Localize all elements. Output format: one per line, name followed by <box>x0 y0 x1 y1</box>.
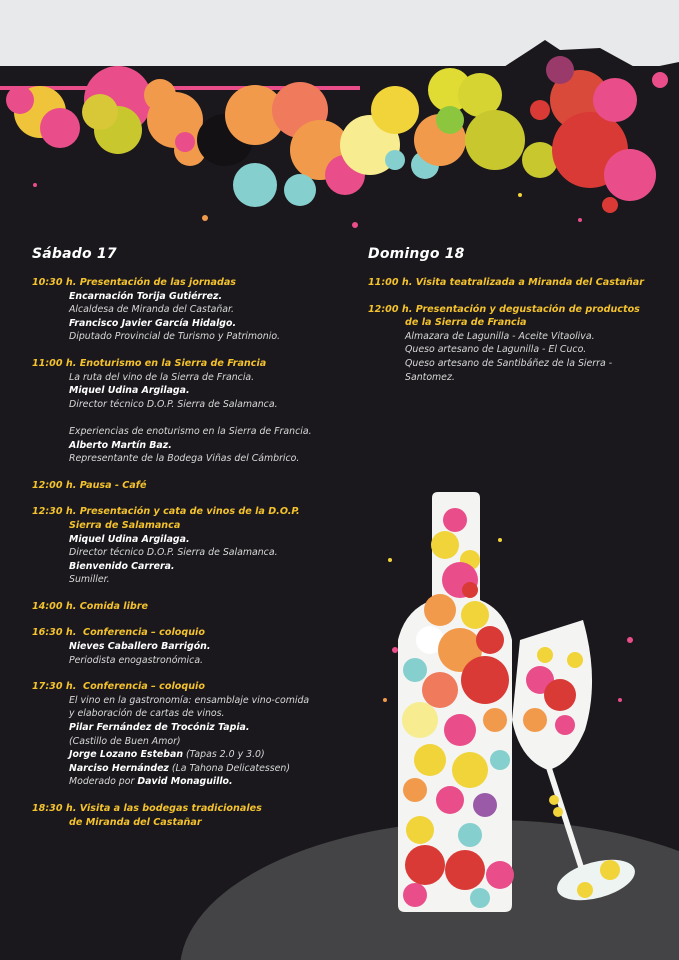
speaker-affiliation: (Tapas 2.0 y 3.0) <box>183 749 265 761</box>
talk-title: La ruta del vino de la Sierra de Francia. <box>69 371 255 383</box>
event-1630 <box>32 626 352 667</box>
sunday-schedule <box>368 246 668 397</box>
speaker-name: Francisco Javier García Hidalgo. <box>69 317 237 329</box>
speaker-name: Jorge Lozano Esteban <box>69 749 183 761</box>
event-heading <box>32 479 352 493</box>
speaker-role: Director técnico D.O.P. Sierra de Salamanca. <box>69 547 278 559</box>
wine-bottle-and-glass-illustration <box>370 490 679 920</box>
event-1100 <box>32 357 352 466</box>
speaker-name: Pilar Fernández de Trocóniz Tapia. <box>69 722 250 734</box>
event-time: 17:30 h. <box>32 681 80 693</box>
talk-title: El vino en la gastronomía: ensamblaje vino-comida <box>69 694 310 706</box>
speaker-role: Director técnico D.O.P. Sierra de Salamanca. <box>69 398 278 410</box>
product-line: Santomez. <box>405 371 455 383</box>
day-title-sunday: Domingo 18 <box>368 246 465 262</box>
speaker-role: Diputado Provincial de Turismo y Patrimonio. <box>69 331 281 343</box>
event-title: Presentación de las jornadas <box>79 277 237 288</box>
event-heading <box>32 626 352 640</box>
speaker-name: Nieves Caballero Barrigón. <box>69 641 211 653</box>
event-time: 12:00 h. <box>32 479 77 491</box>
speaker-name: Encarnación Torija Gutiérrez. <box>69 290 223 302</box>
speaker-name: Miquel Udina Argilaga. <box>69 533 190 545</box>
event-heading <box>32 357 352 371</box>
event-heading <box>368 276 668 290</box>
event-time: 14:00 h. <box>32 600 77 612</box>
event-sun-1200 <box>368 303 668 385</box>
event-sun-1100 <box>368 276 668 290</box>
event-time: 11:00 h. <box>32 357 77 369</box>
speaker-line <box>69 748 352 762</box>
speaker-name: Alberto Martín Baz. <box>69 439 172 451</box>
speaker-role: Sumiller. <box>69 574 110 586</box>
event-heading <box>32 505 352 519</box>
event-heading <box>32 276 352 290</box>
moderator-name: David Monaguillo. <box>137 776 233 788</box>
event-heading <box>368 303 668 317</box>
speaker-role: Alcaldesa de Miranda del Castañar. <box>69 304 235 316</box>
event-title: Presentación y cata de vinos de la D.O.P. <box>79 506 300 518</box>
speaker-name: Bienvenido Carrera. <box>69 560 175 572</box>
event-title: Comida libre <box>79 600 148 612</box>
event-title: Enoturismo en la Sierra de Francia <box>79 357 267 369</box>
event-title: Visita teatralizada a Miranda del Castañar <box>415 277 645 288</box>
event-1830 <box>32 802 352 829</box>
speaker-line <box>69 762 352 776</box>
product-line: Queso artesano de Santibáñez de la Sierra - <box>405 357 613 369</box>
event-title: Presentación y degustación de productos <box>415 303 640 315</box>
saturday-schedule <box>32 246 352 842</box>
speaker-name: Narciso Hernández <box>69 762 169 774</box>
event-heading <box>32 600 352 614</box>
event-title-continued: de Miranda del Castañar <box>69 816 202 828</box>
event-time: 16:30 h. <box>32 627 80 639</box>
paint-splash-header <box>0 0 679 240</box>
product-line: Almazara de Lagunilla - Aceite Vitaoliva. <box>405 330 595 342</box>
speaker-name: Miquel Udina Argilaga. <box>69 385 190 397</box>
event-1230 <box>32 505 352 587</box>
day-title-saturday: Sábado 17 <box>32 246 117 262</box>
event-1200 <box>32 479 352 493</box>
event-heading <box>32 802 352 816</box>
moderator-line <box>69 775 352 789</box>
event-title: Conferencia – coloquio <box>83 627 205 639</box>
event-title-continued: Sierra de Salamanca <box>69 519 181 531</box>
event-1030 <box>32 276 352 344</box>
moderator-label: Moderado por <box>69 776 138 788</box>
event-title: Conferencia – coloquio <box>83 681 205 693</box>
event-time: 10:30 h. <box>32 277 77 288</box>
event-1730 <box>32 680 352 789</box>
event-time: 18:30 h. <box>32 803 77 814</box>
speaker-role: Periodista enogastronómica. <box>69 654 204 666</box>
speaker-affiliation: (La Tahona Delicatessen) <box>168 762 290 774</box>
event-time: 12:00 h. <box>368 303 413 315</box>
event-time: 12:30 h. <box>32 506 77 518</box>
event-heading <box>32 680 352 694</box>
event-title-continued: de la Sierra de Francia <box>405 317 527 329</box>
event-title: Visita a las bodegas tradicionales <box>79 803 262 814</box>
event-1400 <box>32 600 352 614</box>
event-title: Pausa - Café <box>79 479 147 491</box>
talk-title: y elaboración de cartas de vinos. <box>69 708 225 720</box>
event-time: 11:00 h. <box>368 277 413 288</box>
product-line: Queso artesano de Lagunilla - El Cuco. <box>405 344 587 356</box>
speaker-role: Representante de la Bodega Viñas del Cámbrico. <box>69 453 300 465</box>
talk-title: Experiencias de enoturismo en la Sierra de Francia. <box>69 425 312 437</box>
speaker-affiliation: (Castillo de Buen Amor) <box>69 735 181 747</box>
